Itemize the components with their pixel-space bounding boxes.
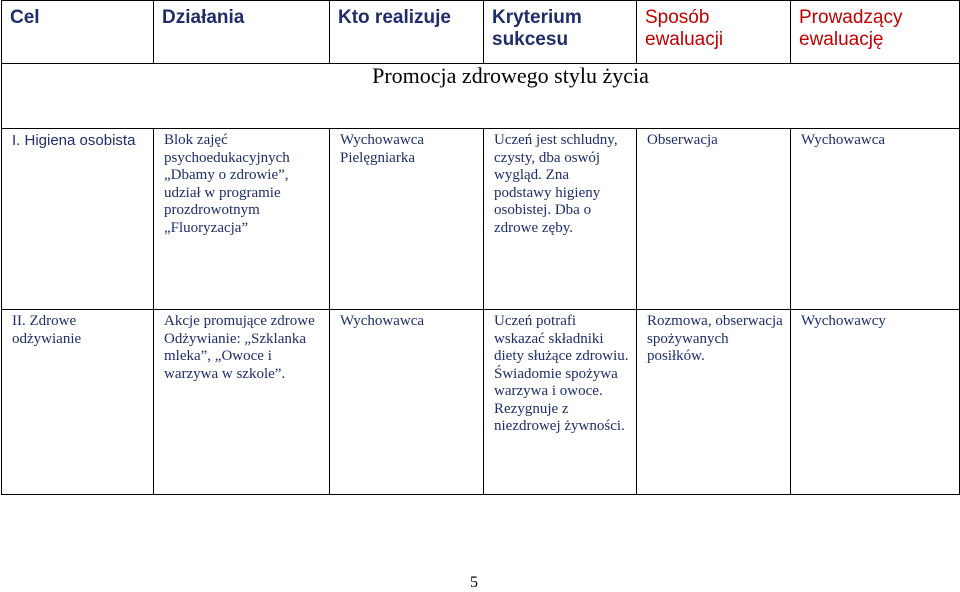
cel-text: I. Higiena osobista [12,132,136,149]
header-dzialania-label: Działania [162,7,245,28]
table-row [2,129,960,310]
sposob-text: Obserwacja [647,132,718,148]
cell-sposob [637,129,791,310]
header-kryterium-label: Kryterium sukcesu [492,7,582,50]
header-cel-label: Cel [10,7,40,28]
header-prowadzacy-label: Prowadzący ewaluację [799,7,903,50]
cell-kryterium [484,129,637,310]
evaluation-table [1,0,960,495]
dzialania-text: Akcje promujące zdrowe Odżywianie: „Szklanka mleka”, „Owoce i warzywa w szkole”. [164,313,315,382]
header-prowadzacy [791,1,960,64]
cell-cel [2,129,154,310]
header-kto [330,1,484,64]
cell-kryterium [484,310,637,495]
cell-kto [330,129,484,310]
header-dzialania [154,1,330,64]
kryterium-text: Uczeń potrafi wskazać składniki diety służące zdrowiu. Świadomie spożywa warzywa i owoce. Rezygnuje z niezdrowej żywności. [494,313,629,434]
table-row [2,310,960,495]
cell-sposob [637,310,791,495]
cel-text: II. Zdrowe odżywianie [12,313,82,347]
kto-text: Wychowawca [340,313,425,329]
cell-kto [330,310,484,495]
section-title: Promocja zdrowego stylu życia [372,63,649,88]
cell-cel [2,310,154,495]
cell-dzialania [154,310,330,495]
kto-text: Wychowawca Pielęgniarka [340,132,425,166]
cell-dzialania [154,129,330,310]
prowadzacy-text: Wychowawcy [801,313,886,329]
sposob-text: Rozmowa, obserwacja spożywanych posiłków. [647,313,783,364]
dzialania-text: Blok zajęć psychoedukacyjnych „Dbamy o zdrowie”, udział w programie prozdrowotnym „Fluoryzacja” [164,132,290,236]
header-row [2,1,960,64]
cell-prowadzacy [791,129,960,310]
cell-prowadzacy [791,310,960,495]
header-kto-label: Kto realizuje [338,7,451,28]
section-cell [2,64,960,129]
page-number: 5 [470,574,478,591]
kryterium-text: Uczeń jest schludny, czysty, dba oswój wygląd. Zna podstawy higieny osobistej. Dba o zdrowe zęby. [494,132,618,236]
prowadzacy-text: Wychowawca [801,132,886,148]
header-sposob-label: Sposób ewaluacji [645,7,724,50]
header-sposob [637,1,791,64]
section-row [2,64,960,129]
header-kryterium [484,1,637,64]
header-cel [2,1,154,64]
